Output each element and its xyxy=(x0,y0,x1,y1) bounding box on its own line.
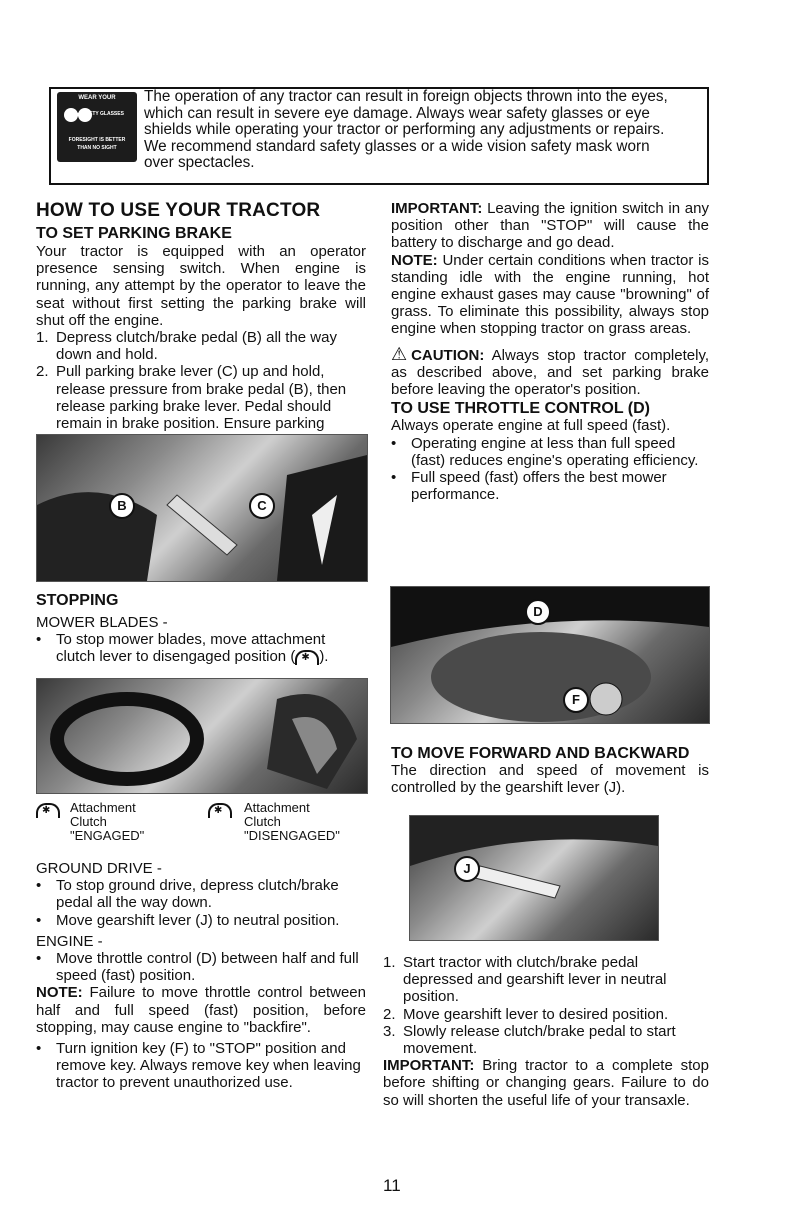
warning-line: shields while operating your tractor or performing any adjustments or repairs. xyxy=(144,121,665,139)
callout-d: D xyxy=(525,599,551,625)
warning-line: We recommend standard safety glasses or a wide vision safety mask worn xyxy=(144,137,650,155)
brake-pedal-illustration xyxy=(37,435,367,581)
caption-line: Clutch xyxy=(244,814,281,829)
steering-wheel-illustration xyxy=(37,679,367,793)
clutch-engaged-icon xyxy=(36,803,60,818)
right-column-top xyxy=(391,200,709,503)
throttle-intro: Always operate engine at full speed (fast). xyxy=(391,417,671,435)
callout-j: J xyxy=(454,856,480,882)
caption-disengaged xyxy=(208,801,368,843)
ground-engine-section xyxy=(36,860,366,1092)
list-item: • Move gearshift lever (J) to neutral position. xyxy=(36,911,340,929)
throttle-list xyxy=(391,435,709,504)
caption-line: "DISENGAGED" xyxy=(244,828,340,843)
list-item: • To stop mower blades, move attachment clutch lever to disengaged position (✱ ). xyxy=(36,631,366,665)
throttle-photo xyxy=(390,586,710,724)
list-item: 2. Move gearshift lever to desired position. xyxy=(383,1005,669,1023)
warning-text xyxy=(144,89,706,172)
ground-drive-label: GROUND DRIVE - xyxy=(36,860,162,877)
engine-note: NOTE: Failure to move throttle control between half and full speed (fast) position, before stopping, may cause engine to "backfire". xyxy=(36,984,366,1036)
list-item: 3. Slowly release clutch/brake pedal to start movement. xyxy=(383,1022,676,1058)
caption-line: Clutch xyxy=(70,814,107,829)
list-item: • Turn ignition key (F) to "STOP" position and remove key. Always remove key when leaving tractor to prevent unauthorized use. xyxy=(36,1040,361,1092)
browning-note: NOTE: Under certain conditions when tractor is standing idle with the engine running, hot engine exhaust gases may cause "browning" of grass. To eliminate this possibility, always stop engine when stopping tractor on grass areas. xyxy=(391,251,709,338)
gearshift-photo xyxy=(409,815,659,941)
forward-intro: The direction and speed of movement is controlled by the gearshift lever (J). xyxy=(391,762,709,797)
engine-list xyxy=(36,950,366,984)
list-item: 1. Depress clutch/brake pedal (B) all the way down and hold. xyxy=(36,329,337,364)
logo-line-1: WEAR YOUR xyxy=(78,95,116,101)
mower-blades-list xyxy=(36,631,366,665)
list-item: 1. Start tractor with clutch/brake pedal depressed and gearshift lever in neutral position. xyxy=(383,954,667,1006)
clutch-disengaged-icon xyxy=(295,650,319,665)
list-item: • Operating engine at less than full speed (fast) reduces engine's operating efficiency. xyxy=(391,434,699,469)
ignition-list xyxy=(36,1040,366,1092)
logo-line-4: THAN NO SIGHT xyxy=(77,145,117,151)
forward-section xyxy=(391,745,709,797)
forward-heading: TO MOVE FORWARD AND BACKWARD xyxy=(391,745,690,762)
parking-brake-steps xyxy=(36,329,366,449)
list-item: • Full speed (fast) offers the best mower performance. xyxy=(391,469,667,504)
callout-b: B xyxy=(109,493,135,519)
list-item: 2. Pull parking brake lever (C) up and hold, release pressure from brake pedal (B), then release parking brake lever. Pedal should remain in brake position. Ensure parking xyxy=(36,363,347,433)
left-column-top xyxy=(36,200,366,449)
caption-line: "ENGAGED" xyxy=(70,828,145,843)
important-ignition: IMPORTANT: Leaving the ignition switch in any position other than "STOP" will cause the battery to discharge and go dead. xyxy=(391,200,709,252)
callout-c: C xyxy=(249,493,275,519)
parking-brake-photo xyxy=(36,434,368,582)
list-item: • Move throttle control (D) between half and full speed (fast) position. xyxy=(36,950,359,985)
warning-line: over spectacles. xyxy=(144,154,255,172)
engine-label: ENGINE - xyxy=(36,932,103,950)
mower-blades-label: MOWER BLADES - xyxy=(36,614,168,631)
parking-brake-intro: Your tractor is equipped with an operator presence sensing switch. When engine is running, any attempt by the operator to leave the seat without first setting the parking brake will shut off the engine. xyxy=(36,243,366,329)
stopping-section xyxy=(36,592,366,666)
page-number: 11 xyxy=(383,1176,401,1195)
warning-line: which can result in severe eye damage. Always wear safety glasses or eye xyxy=(144,104,650,122)
clutch-lever-photo xyxy=(36,678,368,794)
caution-block: ⚠CAUTION: Always stop tractor completely, as described above, and set parking brake before leaving the operator's position. xyxy=(391,343,710,399)
stopping-heading: STOPPING xyxy=(36,592,119,609)
safety-glasses-logo xyxy=(57,92,137,162)
warning-triangle-icon: ⚠ xyxy=(391,343,412,364)
logo-line-2: SAFETY GLASSES xyxy=(79,111,124,117)
callout-f: F xyxy=(563,687,589,713)
clutch-disengaged-icon xyxy=(208,803,232,818)
throttle-heading: TO USE THROTTLE CONTROL (D) xyxy=(391,400,650,418)
forward-steps-section xyxy=(383,954,709,1109)
list-item: • To stop ground drive, depress clutch/brake pedal all the way down. xyxy=(36,877,339,912)
caption-engaged xyxy=(36,801,206,843)
important-transaxle: IMPORTANT: Bring tractor to a complete stop before shifting or changing gears. Failure to do so will shorten the useful life of your transaxle. xyxy=(383,1057,709,1109)
caption-line: Attachment xyxy=(244,800,310,815)
section-heading: HOW TO USE YOUR TRACTOR xyxy=(36,200,321,221)
ground-drive-list xyxy=(36,877,366,929)
forward-steps xyxy=(383,954,709,1057)
warning-line: The operation of any tractor can result in foreign objects thrown into the eyes, xyxy=(144,88,668,105)
logo-line-3: FORESIGHT IS BETTER xyxy=(68,137,126,143)
gearshift-illustration xyxy=(410,816,658,940)
caption-line: Attachment xyxy=(70,800,136,815)
parking-brake-heading: TO SET PARKING BRAKE xyxy=(36,225,232,242)
